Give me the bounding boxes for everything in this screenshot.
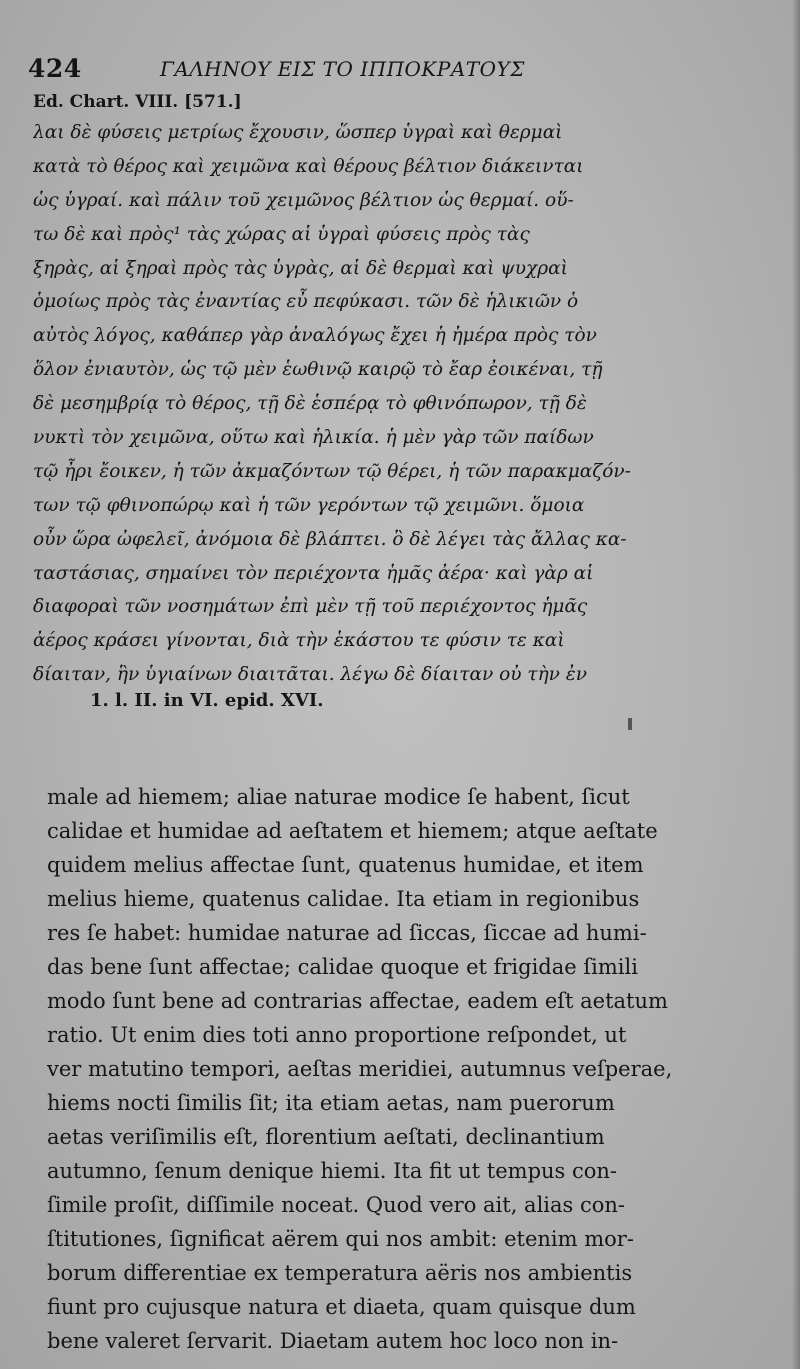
latin-text-line: aetas veriſimilis eſt, florentium aeſtati, declinantium [47,1125,605,1149]
edition-reference: Ed. Chart. VIII. [571.] [33,92,242,112]
greek-text-line: κατὰ τὸ θέρος καὶ χειμῶνα καὶ θέρους βέλτιον διάκεινται [33,155,584,177]
latin-text-line: das bene ſunt affectae; calidae quoque et frigidae ſimili [47,955,638,979]
page-number: 424 [28,54,82,83]
greek-text-block [33,116,753,692]
latin-text-line: hiems nocti ſimilis ſit; ita etiam aetas, nam puerorum [47,1091,615,1115]
greek-text-line: δὲ μεσημβρίᾳ τὸ θέρος, τῇ δὲ ἑσπέρᾳ τὸ φθινόπωρον, τῇ δὲ [33,393,587,415]
latin-text-line: fiunt pro cujusque natura et diaeta, quam quisque dum [47,1295,636,1319]
greek-text-line: ὡς ὑγραί. καὶ πάλιν τοῦ χειμῶνος βέλτιον ὡς θερμαί. οὕ- [33,189,574,211]
latin-text-line: quidem melius affectae ſunt, quatenus humidae, et item [47,853,644,877]
greek-text-line: ξηρὰς, αἱ ξηραὶ πρὸς τὰς ὑγρὰς, αἱ δὲ θερμαὶ καὶ ψυχραὶ [33,257,568,279]
latin-text-line: ratio. Ut enim dies toti anno proportione reſpondet, ut [47,1023,627,1047]
greek-text-line: διαφοραὶ τῶν νοσημάτων ἐπὶ μὲν τῇ τοῦ περιέχοντος ἡμᾶς [33,596,588,618]
latin-text-line: melius hieme, quatenus calidae. Ita etiam in regionibus [47,887,640,911]
footnote: 1. l. II. in VI. epid. XVI. [90,690,324,711]
latin-text-line: autumno, ſenum denique hiemi. Ita fit ut tempus con- [47,1159,618,1183]
running-title: ΓΑΛΗΝΟΥ ΕΙΣ ΤΟ ΙΠΠΟΚΡΑΤΟΥΣ [160,57,525,81]
latin-text-line: male ad hiemem; aliae naturae modice ſe habent, ſicut [47,785,630,809]
page-header [28,54,768,88]
greek-text-line: λαι δὲ φύσεις μετρίως ἔχουσιν, ὥσπερ ὑγραὶ καὶ θερμαὶ [33,122,563,143]
greek-text-line: ὁμοίως πρὸς τὰς ἐναντίας εὖ πεφύκασι. τῶν δὲ ἡλικιῶν ὁ [33,291,579,313]
greek-text-line: τω δὲ καὶ πρὸς¹ τὰς χώρας αἱ ὑγραὶ φύσεις πρὸς τὰς [33,223,530,245]
greek-text-line: των τῷ φθινοπώρῳ καὶ ἡ τῶν γερόντων τῷ χειμῶνι. ὅμοια [33,494,585,516]
greek-text-line: ταστάσιας, σημαίνει τὸν περιέχοντα ἡμᾶς ἀέρα· καὶ γὰρ αἱ [33,562,594,584]
latin-text-line: borum differentiae ex temperatura aëris nos ambientis [47,1261,633,1285]
greek-text-line: αὐτὸς λόγος, καθάπερ γὰρ ἀναλόγως ἔχει ἡ ἡμέρα πρὸς τὸν [33,325,597,347]
latin-text-line: modo ſunt bene ad contrarias affectae, eadem eſt aetatum [47,989,668,1013]
page-edge-shadow [792,0,800,1369]
print-mark [628,718,632,730]
latin-text-line: ſimile proſit, diſſimile noceat. Quod vero ait, alias con- [47,1193,626,1217]
latin-text-line: bene valeret ſervarit. Diaetam autem hoc loco non in- [47,1329,619,1353]
latin-text-block [47,780,747,1358]
greek-text-line: νυκτὶ τὸν χειμῶνα, οὕτω καὶ ἡλικία. ἡ μὲν γὰρ τῶν παίδων [33,427,594,449]
latin-text-line: calidae et humidae ad aeſtatem et hiemem; atque aeſtate [47,819,658,843]
greek-text-line: τῷ ἦρι ἔοικεν, ἡ τῶν ἀκμαζόντων τῷ θέρει, ἡ τῶν παρακμαζόν- [33,460,631,482]
latin-text-line: res ſe habet: humidae naturae ad ſiccas, ſiccae ad humi- [47,921,647,945]
greek-text-line: δίαιταν, ἣν ὑγιαίνων διαιτᾶται. λέγω δὲ δίαιταν οὐ τὴν ἐν [33,664,587,686]
greek-text-line: ὅλον ἐνιαυτὸν, ὡς τῷ μὲν ἑωθινῷ καιρῷ τὸ ἔαρ ἐοικέναι, τῇ [33,359,603,381]
latin-text-line: ver matutino tempori, aeſtas meridiei, autumnus veſperae, [47,1057,673,1081]
latin-text-line: ſtitutiones, ſignificat aërem qui nos ambit: etenim mor- [47,1227,634,1251]
greek-text-line: οὖν ὥρα ὠφελεῖ, ἀνόμοια δὲ βλάπτει. ὃ δὲ λέγει τὰς ἄλλας κα- [33,528,627,550]
greek-text-line: ἀέρος κράσει γίνονται, διὰ τὴν ἑκάστου τε φύσιν τε καὶ [33,630,565,652]
